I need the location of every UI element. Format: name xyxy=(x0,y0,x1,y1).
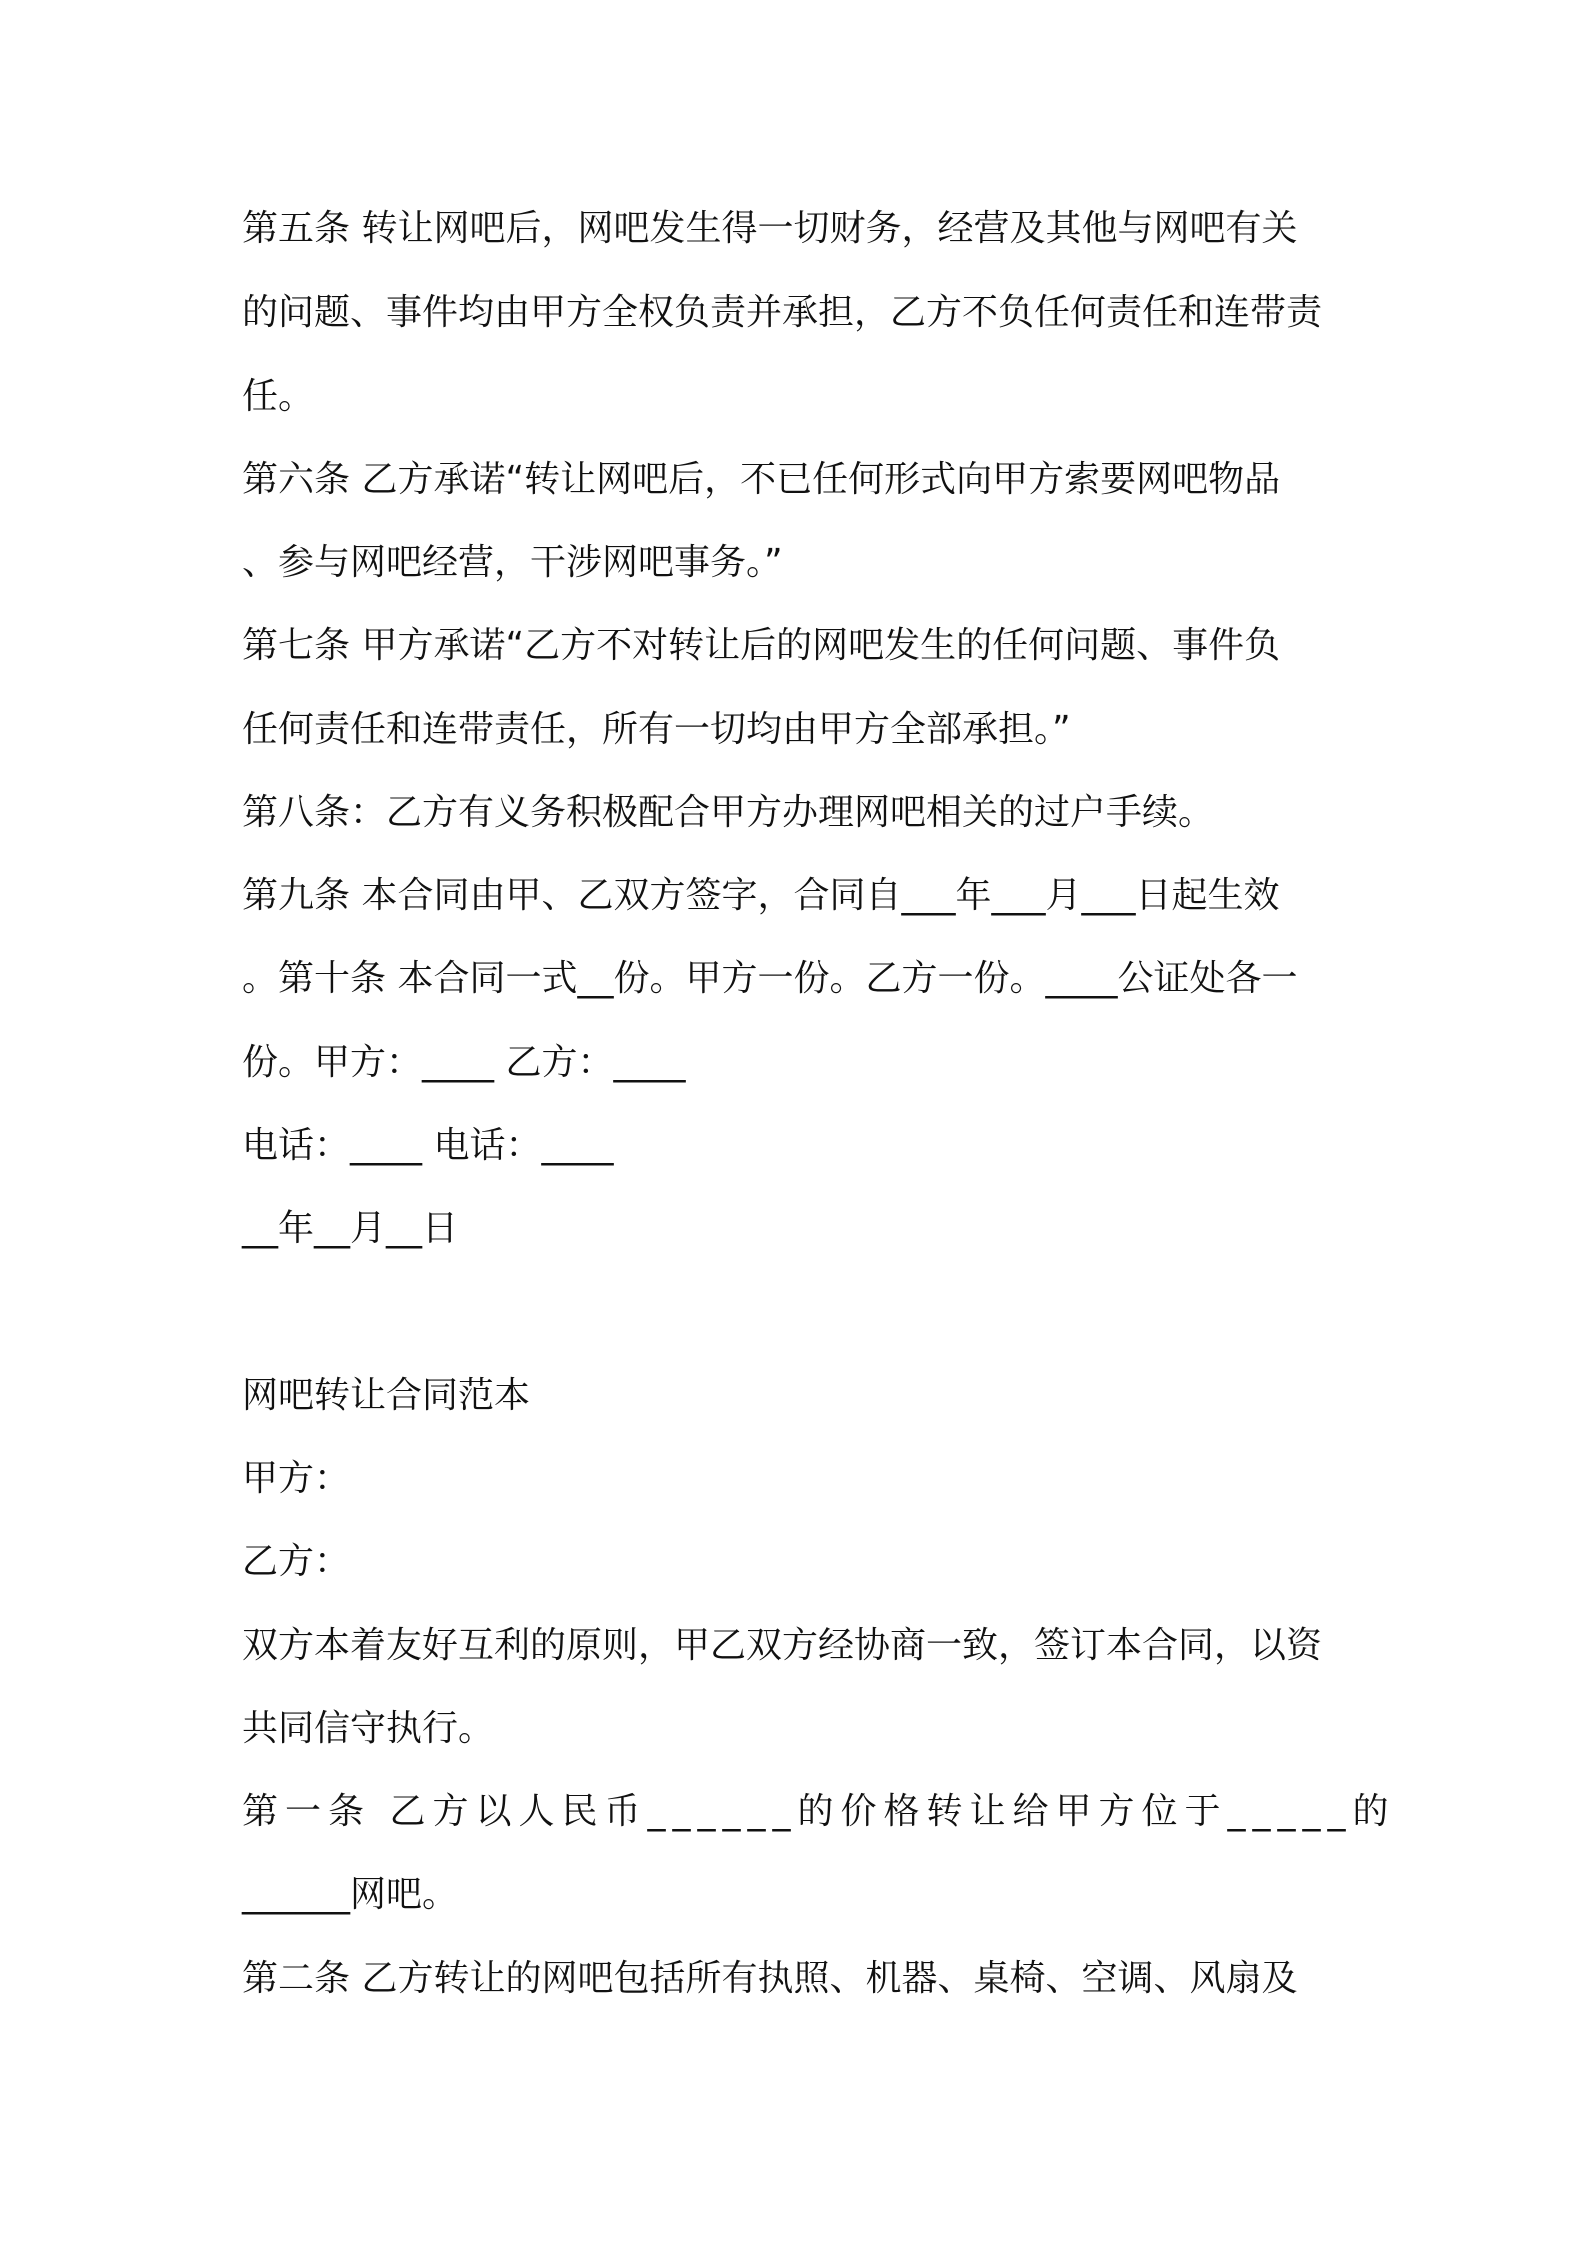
paragraph-line: 的问题、事件均由甲方全权负责并承担，乙方不负任何责任和连带责 xyxy=(242,292,1323,333)
paragraph-line: 第二条 乙方转让的网吧包括所有执照、机器、桌椅、空调、风扇及 xyxy=(242,1958,1298,1999)
paragraph-line: 双方本着友好互利的原则，甲乙双方经协商一致，签订本合同，以资 xyxy=(242,1625,1323,1666)
paragraph-line: 第五条 转让网吧后，网吧发生得一切财务，经营及其他与网吧有关 xyxy=(242,208,1298,249)
paragraph-line: 共同信守执行。 xyxy=(242,1708,495,1749)
party-b-line: 乙方： xyxy=(242,1541,351,1582)
signature-line: 份。甲方：____ 乙方：____ xyxy=(242,1042,686,1083)
paragraph-line: 、参与网吧经营，干涉网吧事务。” xyxy=(242,542,783,583)
party-a-line: 甲方： xyxy=(242,1458,351,1499)
date-line: __年__月__日 xyxy=(242,1208,459,1249)
paragraph-line: 任何责任和连带责任，所有一切均由甲方全部承担。” xyxy=(242,709,1071,750)
paragraph-line: 第六条 乙方承诺“转让网吧后，不已任何形式向甲方索要网吧物品 xyxy=(242,459,1281,500)
paragraph-line: 。第十条 本合同一式__份。甲方一份。乙方一份。____公证处各一 xyxy=(242,958,1298,999)
phone-line: 电话：____ 电话：____ xyxy=(242,1125,614,1166)
paragraph-line: 任。 xyxy=(242,376,315,417)
paragraph-line: 第七条 甲方承诺“乙方不对转让后的网吧发生的任何问题、事件负 xyxy=(242,625,1281,666)
paragraph-line: ______网吧。 xyxy=(242,1874,459,1915)
paragraph-line: 第一条 乙方以人民币______的价格转让给甲方位于_____的 xyxy=(242,1791,1396,1832)
document-title: 网吧转让合同范本 xyxy=(242,1375,531,1416)
paragraph-line: 第九条 本合同由甲、乙双方签字，合同自___年___月___日起生效 xyxy=(242,875,1280,916)
paragraph-line: 第八条：乙方有义务积极配合甲方办理网吧相关的过户手续。 xyxy=(242,792,1215,833)
